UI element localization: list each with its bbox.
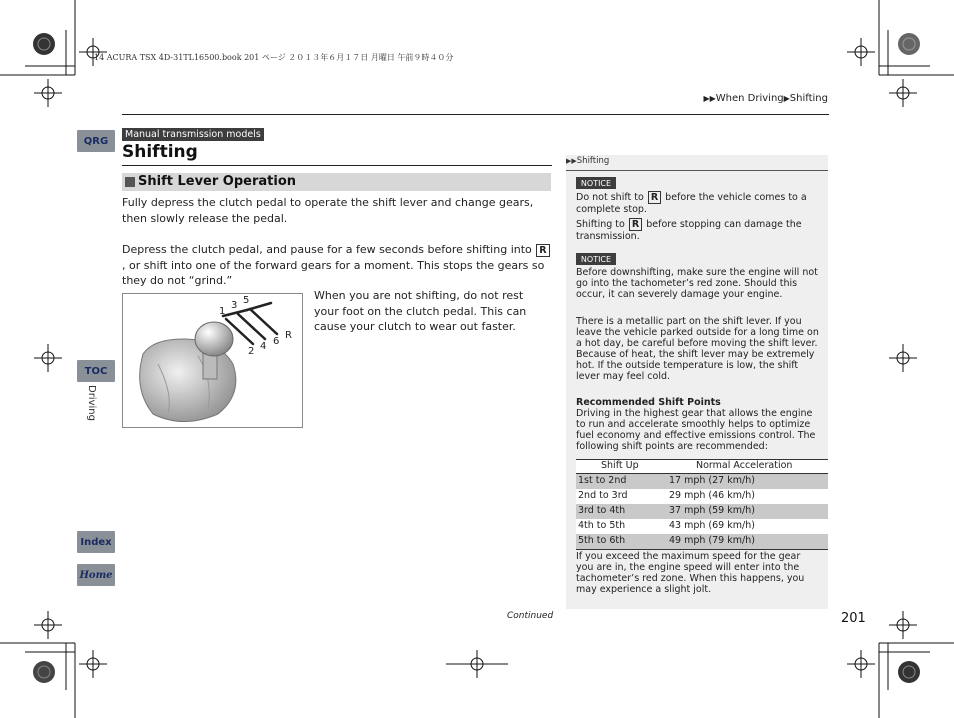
table-cell: 4th to 5th xyxy=(578,520,626,531)
gear-label: 6 xyxy=(273,336,280,347)
n2-text-a: Shifting to xyxy=(576,219,628,230)
n1-text-a: Do not shift to xyxy=(576,192,647,203)
header-rule xyxy=(122,114,829,115)
notice-badge: NOTICE xyxy=(576,177,616,189)
gear-label: 5 xyxy=(243,295,250,306)
panel-title xyxy=(566,156,609,166)
panel-arrow-icon: ▶▶ xyxy=(566,157,577,165)
notice-badge: NOTICE xyxy=(576,253,616,265)
n2-text-b: before stopping can damage the transmission. xyxy=(576,219,802,242)
body-paragraph-2 xyxy=(122,242,552,289)
title-rule xyxy=(122,165,552,166)
page-number: 201 xyxy=(841,611,866,626)
toc-button[interactable]: TOC xyxy=(77,360,115,382)
body-paragraph-3: When you are not shifting, do not rest your foot on the clutch pedal. This can cause your clutch to wear out faster. xyxy=(314,289,527,333)
n1-text-b: before the vehicle comes to a complete stop. xyxy=(576,192,807,215)
qrg-button[interactable]: QRG xyxy=(77,130,115,152)
recommended-text: Driving in the highest gear that allows the engine to run and accelerate smoothly helps to optimize fuel economy and effective emissions control. The following shift points are recommended: xyxy=(576,408,816,452)
table-cell: 37 mph (59 km/h) xyxy=(669,505,755,516)
table-header-cell: Shift Up xyxy=(601,460,639,471)
section-heading xyxy=(122,173,551,191)
body-paragraph-1: Fully depress the clutch pedal to operate the shift lever and change gears, then slowly release the pedal. xyxy=(122,196,534,225)
breadcrumb-separator-icon: ▶ xyxy=(783,94,790,103)
section-heading-text: Shift Lever Operation xyxy=(138,174,297,189)
breadcrumb xyxy=(703,93,828,104)
breadcrumb-when-driving[interactable]: When Driving xyxy=(715,93,784,104)
table-row xyxy=(576,534,828,550)
file-info-header: 14 ACURA TSX 4D-31TL16500.book 201 ページ ２０１３年６月１７日 月曜日 午前９時４０分 xyxy=(94,53,454,62)
notice-text-3: Before downshifting, make sure the engine will not go into the tachometer’s red zone. Should this occur, it can severely damage your engine. xyxy=(576,267,818,300)
reverse-key-icon: R xyxy=(629,218,642,231)
recommended-title: Recommended Shift Points xyxy=(576,397,721,408)
chapter-side-label: Driving xyxy=(86,385,97,421)
notice-text-1 xyxy=(576,191,820,215)
breadcrumb-arrows-icon: ▶▶ xyxy=(703,94,716,103)
gear-label: 4 xyxy=(260,341,267,352)
gear-label: 3 xyxy=(231,300,238,311)
shift-points-table xyxy=(576,459,828,550)
breadcrumb-shifting[interactable]: Shifting xyxy=(789,93,828,104)
page-title: Shifting xyxy=(122,142,198,162)
table-header-cell: Normal Acceleration xyxy=(696,460,793,471)
section-square-icon xyxy=(125,177,135,187)
exceed-speed-text: If you exceed the maximum speed for the gear you are in, the engine speed will enter into the tachometer’s red zone. When this happens, you may experience a slight jolt. xyxy=(576,551,805,595)
table-row xyxy=(576,519,828,534)
shift-lever-figure xyxy=(122,293,303,428)
table-cell: 43 mph (69 km/h) xyxy=(669,520,755,531)
heat-warning-text: There is a metallic part on the shift lever. If you leave the vehicle parked outside for a long time on a hot day, be careful before moving the shift lever. Because of heat, the shift lever may be extremely hot. If the outside temperature is low, the shift lever may feel cold. xyxy=(576,316,819,382)
gear-label: R xyxy=(285,330,292,341)
index-button[interactable]: Index xyxy=(77,531,115,553)
table-cell: 2nd to 3rd xyxy=(578,490,628,501)
p2-text-a: Depress the clutch pedal, and pause for a few seconds before shifting into xyxy=(122,243,536,256)
p2-text-b: , or shift into one of the forward gears for a moment. This stops the gears so they do not “grind.” xyxy=(122,258,545,287)
table-cell: 1st to 2nd xyxy=(578,475,627,486)
table-row xyxy=(576,489,828,504)
gear-label: 1 xyxy=(219,306,226,317)
reverse-key-icon: R xyxy=(648,191,661,204)
notice-text-2 xyxy=(576,218,820,242)
panel-rule xyxy=(566,170,828,171)
reverse-key-icon: R xyxy=(536,244,549,257)
models-badge: Manual transmission models xyxy=(122,128,264,141)
gear-label: 2 xyxy=(248,346,255,357)
table-cell: 29 mph (46 km/h) xyxy=(669,490,755,501)
table-cell: 5th to 6th xyxy=(578,535,626,546)
continued-label: Continued xyxy=(507,611,554,621)
table-cell: 49 mph (79 km/h) xyxy=(669,535,755,546)
home-button[interactable]: Home xyxy=(77,564,115,586)
table-row xyxy=(576,474,828,489)
table-cell: 3rd to 4th xyxy=(578,505,626,516)
table-cell: 17 mph (27 km/h) xyxy=(669,475,755,486)
panel-title-text: Shifting xyxy=(576,156,610,166)
shift-lever-illustration xyxy=(123,294,302,427)
table-header xyxy=(576,459,828,474)
table-row xyxy=(576,504,828,519)
